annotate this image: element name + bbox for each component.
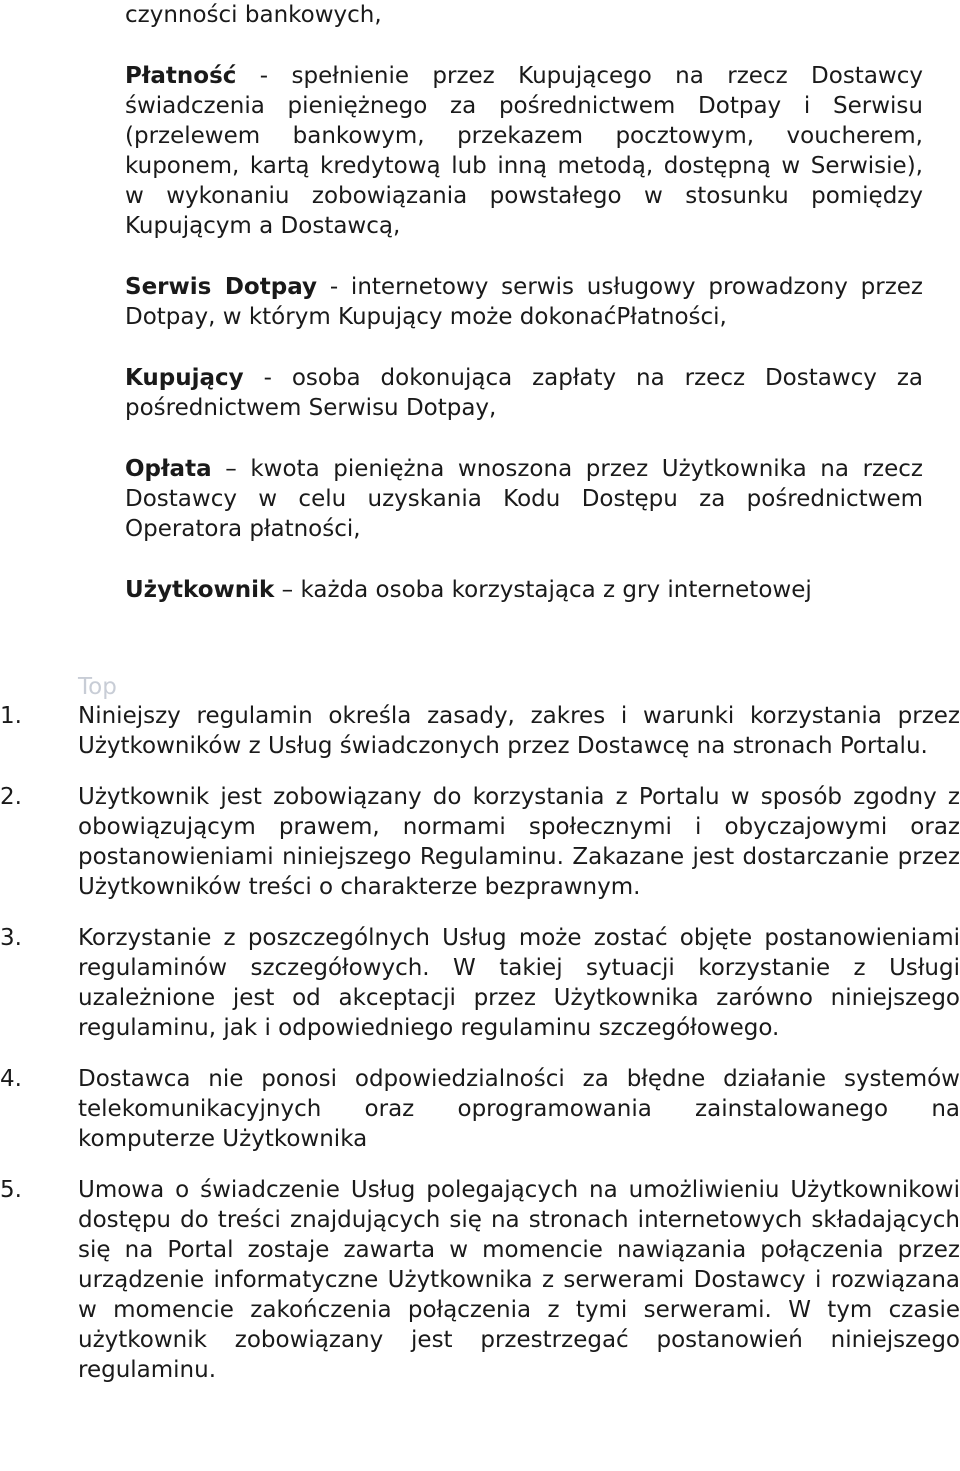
rule-text: Umowa o świadczenie Usług polegających na umożliwieniu Użytkownikowi dostępu do treści znajdujących się na stronach internetowych składających się na Portal zostaje zawarta w momencie nawiązania połączenia przez urządzenie informatyczne Użytkownika z serwerami Dostawcy i rozwiązana w momencie zakończenia połączenia z tymi serwerami. W tym czasie użytkownik zobowiązany jest przestrzegać postanowień niniejszego regulaminu. — [78, 1177, 960, 1383]
definition-text: – kwota pieniężna wnoszona przez Użytkownika na rzecz Dostawcy w celu uzyskania Kodu Dostępu za pośrednictwem Operatora płatności, — [125, 456, 923, 542]
definition-term: Użytkownik — [125, 577, 275, 603]
definition-text: - osoba dokonująca zapłaty na rzecz Dostawcy za pośrednictwem Serwisu Dotpay, — [125, 365, 923, 421]
definition-text: – każda osoba korzystająca z gry internetowej — [274, 577, 812, 603]
definition-text: - spełnienie przez Kupującego na rzecz Dostawcy świadczenia pieniężnego za pośrednictwem Dotpay i Serwisu (przelewem bankowym, przekazem pocztowym, voucherem, kuponem, kartą kredytową lub inną metodą, dostępną w Serwisie), w wykonaniu zobowiązania powstałego w stosunku pomiędzy Kupującym a Dostawcą, — [125, 63, 923, 239]
rule-number: 2. — [0, 784, 22, 810]
rule-item — [0, 782, 960, 902]
definition-term: Serwis Dotpay — [125, 274, 317, 300]
definition-kupujacy — [125, 363, 923, 423]
rule-number: 5. — [0, 1177, 22, 1203]
rule-item — [0, 1064, 960, 1154]
rule-item — [0, 923, 960, 1043]
definition-continuation — [125, 0, 923, 30]
rules-list — [0, 701, 960, 1406]
rule-text: Użytkownik jest zobowiązany do korzystania z Portalu w sposób zgodny z obowiązującym prawem, normami społecznymi i obyczajowymi oraz postanowieniami niniejszego Regulaminu. Zakazane jest dostarczanie przez Użytkowników treści o charakterze bezprawnym. — [78, 784, 960, 900]
definition-serwis-dotpay — [125, 272, 923, 332]
rule-text: Niniejszy regulamin określa zasady, zakres i warunki korzystania przez Użytkowników z Usług świadczonych przez Dostawcę na stronach Portalu. — [78, 703, 960, 759]
definition-term: Kupujący — [125, 365, 244, 391]
definition-uzytkownik — [125, 575, 923, 605]
definition-term: Płatność — [125, 63, 237, 89]
definitions-list — [125, 0, 923, 636]
rule-number: 3. — [0, 925, 22, 951]
rule-item — [0, 701, 960, 761]
definition-term: Opłata — [125, 456, 212, 482]
definition-oplata — [125, 454, 923, 544]
top-link[interactable]: Top — [78, 674, 117, 700]
definition-platnosc — [125, 61, 923, 241]
definition-text: - internetowy serwis usługowy prowadzony przez Dotpay, w którym Kupujący może dokonaćPłatności, — [125, 274, 923, 330]
rule-item — [0, 1175, 960, 1385]
rule-number: 1. — [0, 703, 22, 729]
definition-text: czynności bankowych, — [125, 2, 382, 28]
rule-number: 4. — [0, 1066, 22, 1092]
rule-text: Dostawca nie ponosi odpowiedzialności za błędne działanie systemów telekomunikacyjnych oraz oprogramowania zainstalowanego na komputerze Użytkownika — [78, 1066, 960, 1152]
rule-text: Korzystanie z poszczególnych Usług może zostać objęte postanowieniami regulaminów szczegółowych. W takiej sytuacji korzystanie z Usługi uzależnione jest od akceptacji przez Użytkownika zarówno niniejszego regulaminu, jak i odpowiedniego regulaminu szczegółowego. — [78, 925, 960, 1041]
